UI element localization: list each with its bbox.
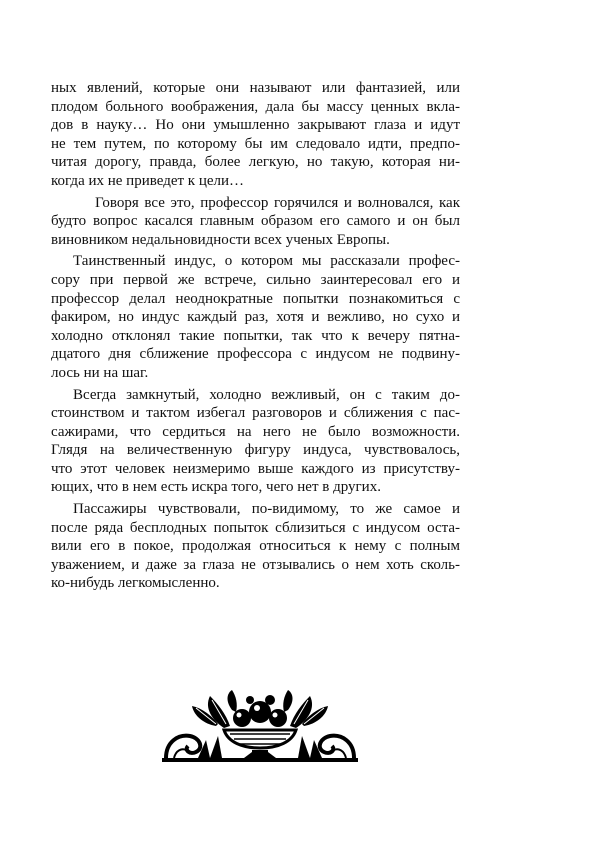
text-line: Глядя на величественную фигуру индуса, чувствовалось, [51, 442, 460, 459]
text-line: читая дорогу, правда, более легкую, но такую, которая ни- [51, 154, 460, 171]
text-line: ющих, что в нем есть искра того, чего нет в других. [51, 479, 381, 496]
text-line: не тем путем, по которому бы им следовало идти, предпо- [51, 135, 460, 152]
paragraph-5 [51, 500, 460, 593]
paragraph-2 [51, 194, 460, 250]
text-line: стоинством и тактом избегал разговоров и сближения с пас- [51, 405, 460, 422]
text-line: факиром, но индус каждый раз, хотя и вежливо, но сухо и [51, 309, 460, 326]
text-line: плодом больного воображения, дала бы массу ценных вкла- [51, 98, 460, 115]
text-line: Всегда замкнутый, холодно вежливый, он с таким до- [73, 386, 460, 403]
text-line: когда их не приведет к цели… [51, 172, 245, 189]
text-line: вили его в покое, продолжая относиться к нему с полным [51, 538, 460, 555]
text-line: после ряда бесплодных попыток сблизиться с индусом оста- [51, 519, 460, 536]
text-line: Таинственный индус, о котором мы рассказали профес- [73, 253, 460, 270]
text-line: Пассажиры чувствовали, по-видимому, то же самое и [73, 501, 460, 518]
paragraph-1 [51, 79, 460, 191]
paragraph-3 [51, 252, 460, 382]
text-line: виновником недальновидности всех ученых Европы. [51, 231, 390, 248]
text-line: что этот человек неизмеримо выше каждого из присутству- [51, 460, 460, 477]
text-line: холодно отклонял такие попытки, так что к вечеру пятна- [51, 327, 460, 344]
text-line: ко-нибудь легкомысленно. [51, 575, 220, 592]
text-line: ных явлений, которые они называют или фантазией, или [51, 80, 460, 96]
text-line: сажирами, что сердиться на него не было возможности. [51, 423, 460, 440]
text-line: сору при первой же встрече, сильно заинтересовал его и [51, 271, 460, 288]
text-line: Говоря все это, профессор горячился и волновался, как [95, 194, 460, 211]
text-line: лось ни на шаг. [51, 364, 149, 381]
text-line: дов в науку… Но они умышленно закрывают глаза и идут [51, 117, 460, 134]
body-text [51, 79, 460, 596]
fruit-bowl-ornament-icon [160, 690, 360, 768]
text-line: профессор делал неоднократные попытки познакомиться с [51, 290, 460, 307]
text-line: дцатого дня сближение профессора с индусом не подвину- [51, 346, 460, 363]
text-line: уважением, и даже за глаза не отзывались о нем хоть сколь- [51, 556, 460, 573]
text-line: будто вопрос касался главным образом его самого и он был [51, 213, 460, 230]
paragraph-4 [51, 386, 460, 498]
